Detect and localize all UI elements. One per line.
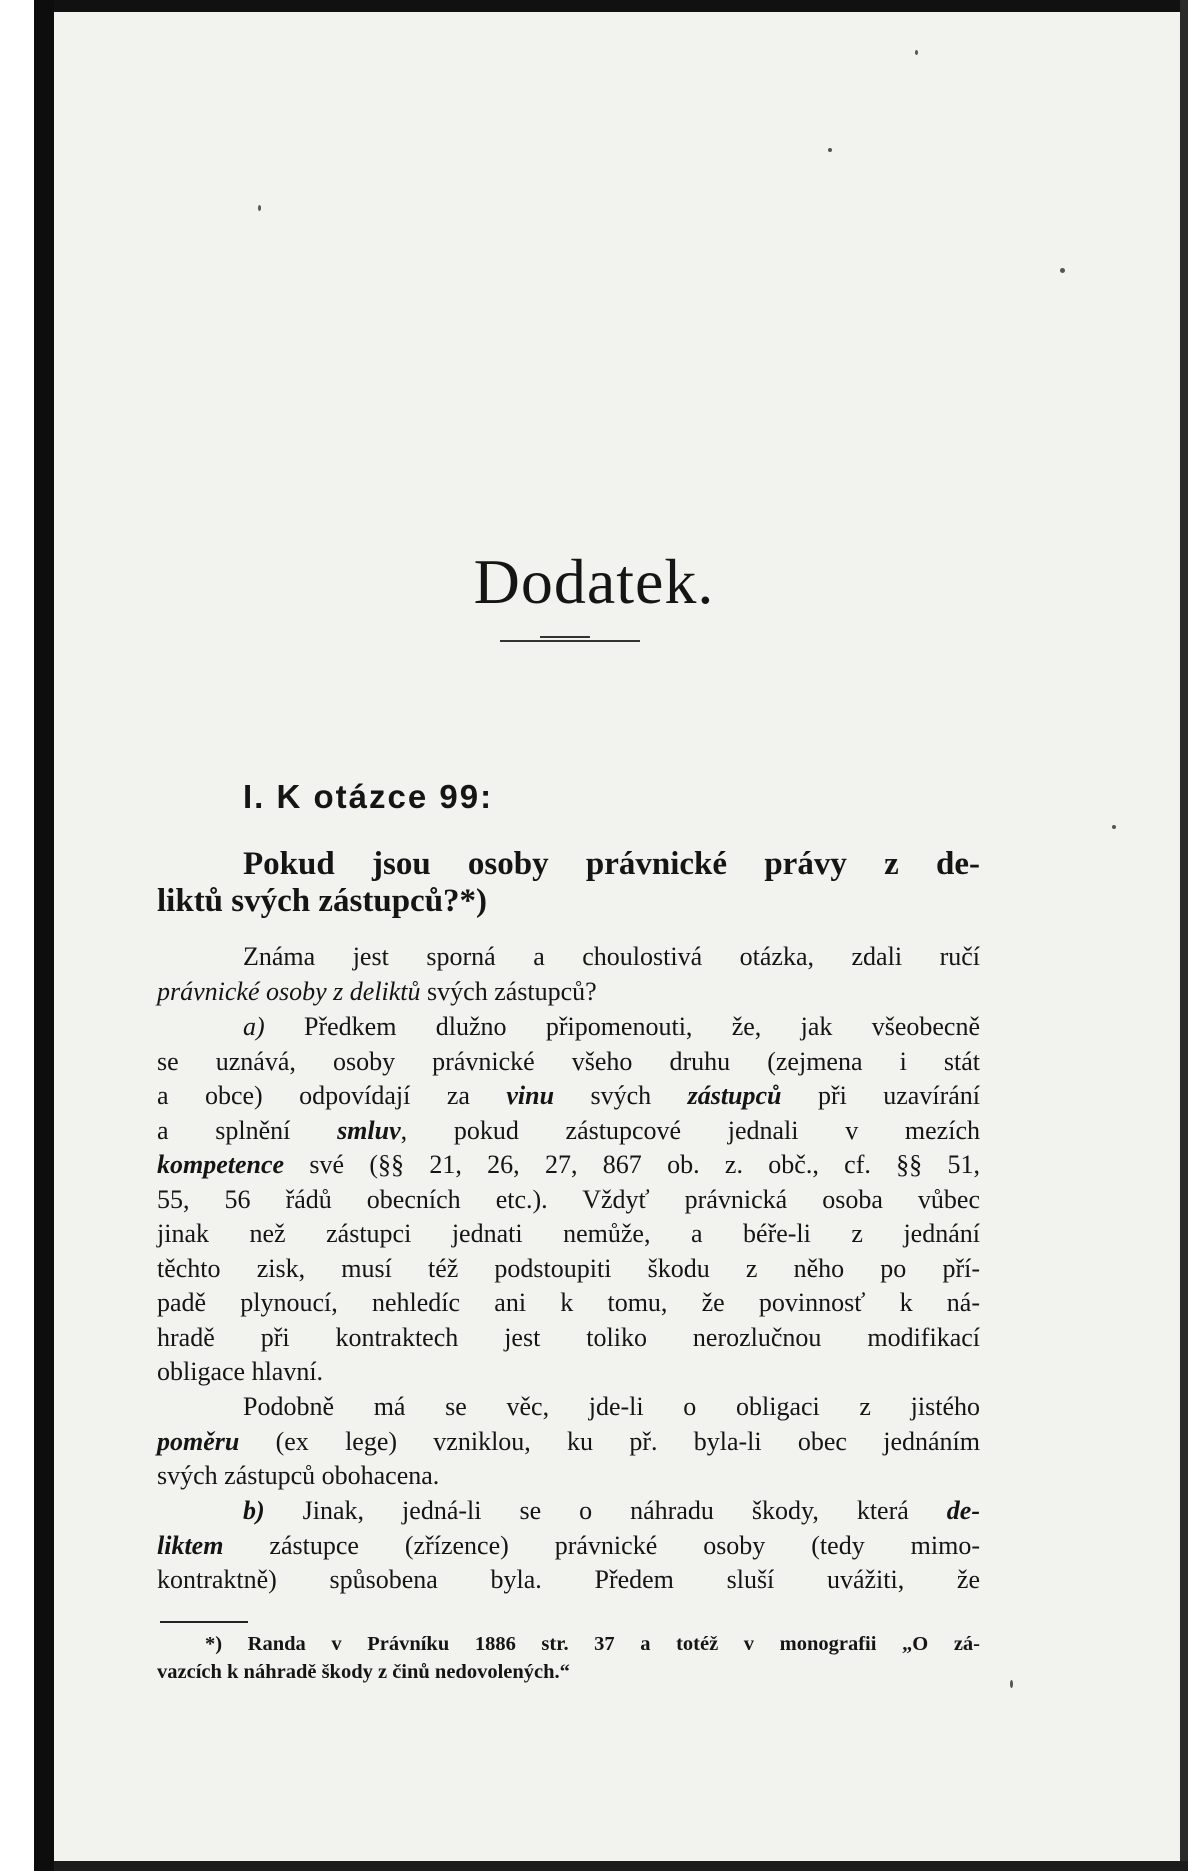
question-line-1: Pokud jsou osoby právnické právy z de-: [243, 846, 980, 882]
dust-speck: [828, 148, 832, 152]
left-margin: [0, 0, 34, 1871]
text-line: [157, 1148, 980, 1183]
title-divider-ornament: [540, 636, 590, 638]
section-label: I. K otázce 99:: [243, 778, 494, 815]
text-run: své (§§ 21, 26, 27, 867 ob. z. obč., cf. §§ 51,: [284, 1150, 980, 1179]
dust-speck: [258, 205, 261, 211]
text-line: 55, 56 řádů obecních etc.). Vždyť právnická osoba vůbec: [157, 1184, 980, 1214]
section-question: [157, 846, 980, 920]
text-run: svých zástupců?: [420, 976, 597, 1006]
italic-term: poměru: [157, 1426, 240, 1456]
text-line: [157, 1079, 980, 1114]
dust-speck: [915, 50, 918, 55]
italic-term: zástupců: [687, 1081, 782, 1110]
text-run: (ex lege) vzniklou, ku př. byla-li obec jednáním: [239, 1426, 980, 1456]
italic-term: smluv: [337, 1115, 401, 1145]
question-line-2: liktů svých zástupců?*): [157, 883, 488, 919]
text-line: těchto zisk, musí též podstoupiti škodu z něho po pří-: [157, 1253, 980, 1283]
italic-term: liktem: [157, 1530, 224, 1560]
text-line: padě plynoucí, nehledíc ani k tomu, že povinnosť k ná-: [157, 1288, 980, 1317]
text-line: se uznává, osoby právnické všeho druhu (zejmena i stát: [157, 1046, 980, 1076]
paragraph-b: [157, 1494, 980, 1598]
text-line: [157, 1114, 980, 1149]
text-run: a splnění: [157, 1115, 338, 1145]
footnote-line: *) Randa v Právníku 1886 str. 37 a totéž v monografii „O zá-: [205, 1633, 980, 1655]
text-line: svých zástupců obohacena.: [157, 1461, 440, 1490]
list-marker: b): [243, 1496, 265, 1525]
footnote: [157, 1630, 980, 1686]
italic-term: právnické osoby z deliktů: [157, 976, 421, 1006]
text-run: , pokud zástupcové jednali v mezích: [400, 1115, 980, 1145]
text-line: [157, 1529, 980, 1564]
footnote-divider: [160, 1621, 248, 1623]
dust-speck: [1010, 1680, 1013, 1688]
text-line: obligace hlavní.: [157, 1357, 324, 1386]
text-run: Předkem dlužno připomenouti, že, jak všeobecně: [264, 1012, 980, 1041]
text-run: zástupce (zřízence) právnické osoby (tedy mimo-: [223, 1530, 980, 1560]
text-line: Podobně má se věc, jde-li o obligaci z jistého: [243, 1392, 980, 1421]
list-marker: a): [243, 1012, 265, 1041]
text-line: Známa jest sporná a choulostivá otázka, zdali ručí: [243, 942, 980, 971]
text-line: [157, 1010, 980, 1045]
text-line: jinak než zástupci jednati nemůže, a béře-li z jednání: [157, 1219, 980, 1248]
book-spine-shadow: [34, 0, 54, 1871]
footnote-line: vazcích k náhradě škody z činů nedovolených.“: [157, 1661, 570, 1683]
text-line: [157, 1425, 980, 1460]
paragraph-a: [157, 1010, 980, 1390]
dust-speck: [1060, 268, 1065, 273]
top-edge-shadow: [54, 0, 1188, 12]
italic-term: de-: [946, 1496, 980, 1525]
bottom-edge-shadow: [54, 1861, 1188, 1871]
text-line: kontraktně) spůsobena byla. Předem sluší uvážiti, že: [157, 1565, 980, 1594]
text-line: hradě při kontraktech jest toliko nerozlučnou modifikací: [157, 1322, 980, 1352]
italic-term: vinu: [506, 1081, 555, 1110]
text-line: [157, 1494, 980, 1529]
paragraph-intro: [157, 940, 980, 1009]
title-divider: [500, 640, 640, 642]
dust-speck: [1112, 825, 1116, 829]
right-edge-shadow: [1180, 0, 1188, 1871]
italic-term: kompetence: [157, 1150, 285, 1179]
paragraph-obligation: [157, 1390, 980, 1494]
text-run: Jinak, jedná-li se o náhradu škody, která: [264, 1496, 947, 1525]
text-run: a obce) odpovídají za: [157, 1081, 507, 1110]
text-run: při uzavírání: [781, 1081, 980, 1110]
text-run: svých: [554, 1081, 688, 1110]
text-line: [157, 975, 980, 1010]
page-title: Dodatek.: [473, 546, 715, 617]
